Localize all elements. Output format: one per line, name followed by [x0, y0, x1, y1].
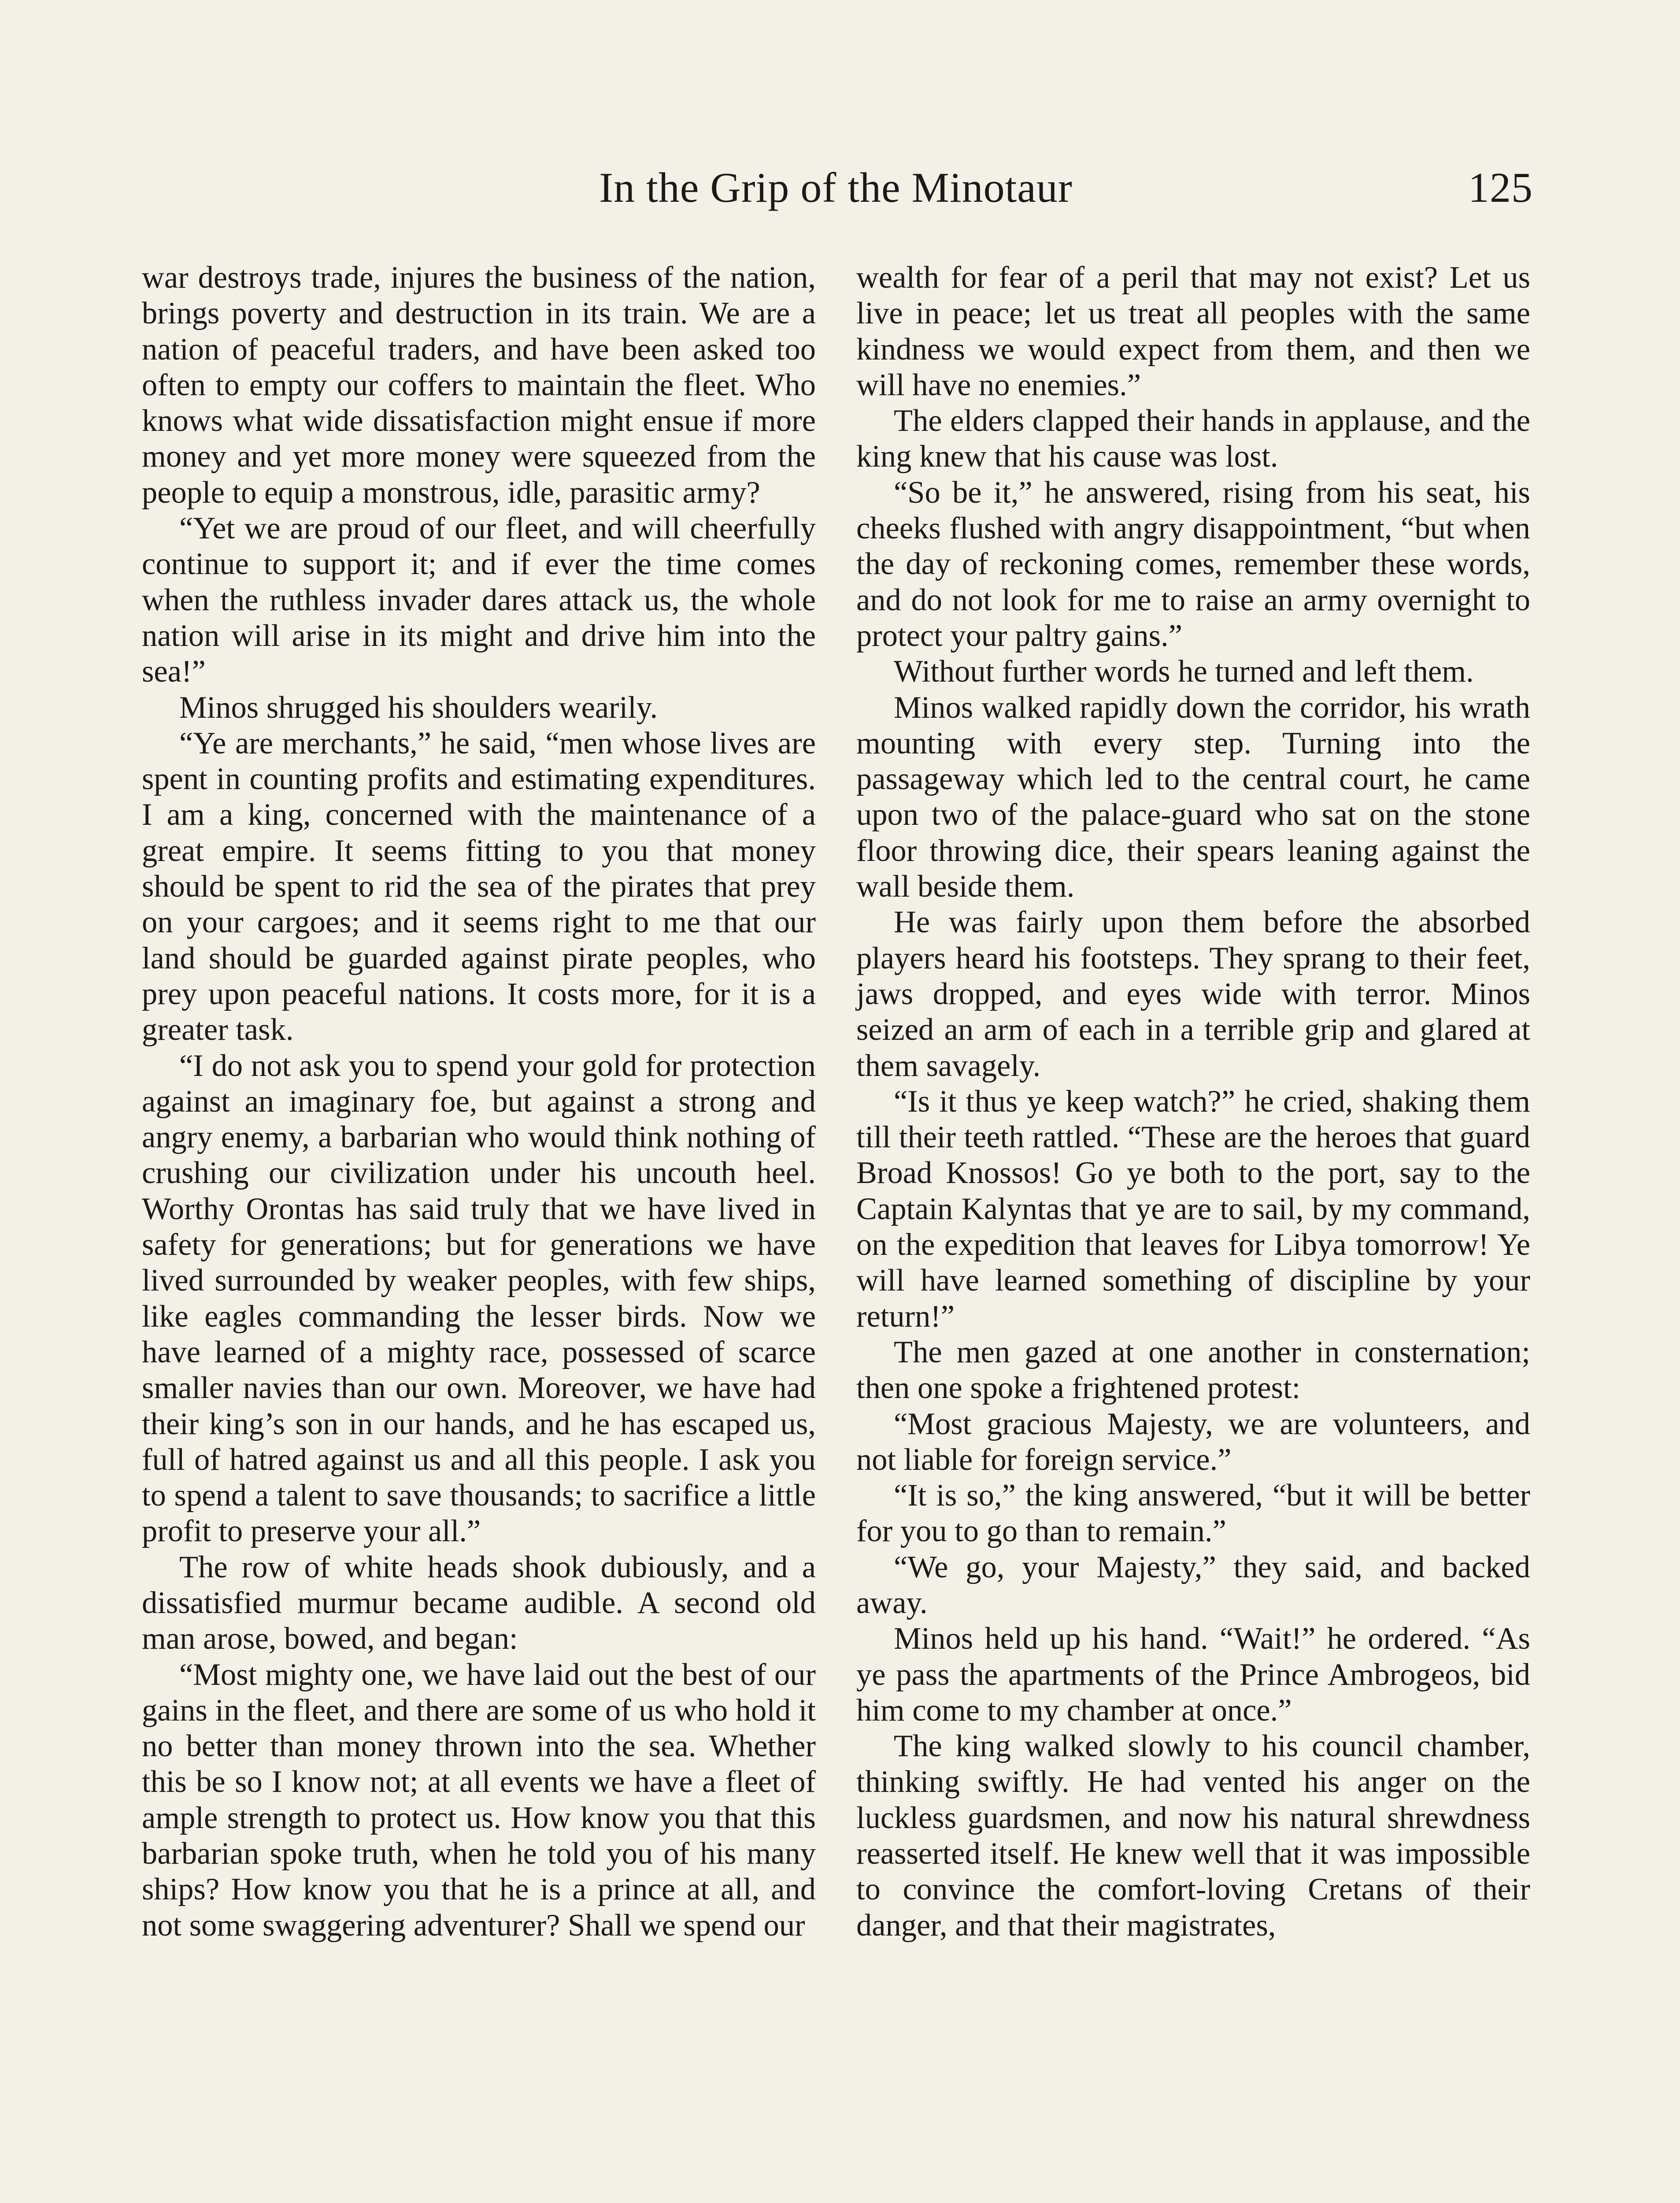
paragraph: wealth for fear of a peril that may not exist? Let us live in peace; let us treat all peoples with the same kindness we would expect from them, and then we will have no enemies.” — [856, 260, 1530, 402]
left-column — [142, 260, 816, 1943]
paragraph: Minos held up his hand. “Wait!” he ordered. “As ye pass the apartments of the Prince Ambrogeos, bid him come to my chamber at once.” — [856, 1621, 1530, 1728]
paragraph: “So be it,” he answered, rising from his seat, his cheeks flushed with angry disappointment, “but when the day of reckoning comes, remember these words, and do not look for me to raise an army overnight to protect your paltry gains.” — [856, 475, 1530, 653]
paragraph: Without further words he turned and left them. — [894, 654, 1474, 689]
paragraph: The king walked slowly to his council chamber, thinking swiftly. He had vented his anger on the luckless guardsmen, and now his natural shrewdness reasserted itself. He knew well that it was impossible to convince the comfort-loving Cretans of their danger, and that their magistrates, — [856, 1729, 1530, 1943]
paragraph: Minos shrugged his shoulders wearily. — [179, 690, 658, 725]
right-column — [856, 260, 1530, 1943]
paragraph: The row of white heads shook dubiously, and a dissatisfied murmur became audible. A second old man arose, bowed, and began: — [142, 1550, 816, 1656]
paragraph: “Ye are merchants,” he said, “men whose lives are spent in counting profits and estimating expenditures. I am a king, concerned with the maintenance of a great empire. It seems fitting to you that money should be spent to rid the sea of the pirates that prey on your cargoes; and it seems right to me that our land should be guarded against pirate peoples, who prey upon peaceful nations. It costs more, for it is a greater task. — [142, 726, 816, 1047]
paragraph: “Is it thus ye keep watch?” he cried, shaking them till their teeth rattled. “These are the heroes that guard Broad Knossos! Go ye both to the port, say to the Captain Kalyntas that ye are to sail, by my command, on the expedition that leaves for Libya tomorrow! Ye will have learned something of discipline by your return!” — [856, 1084, 1530, 1334]
running-head — [139, 163, 1533, 225]
paragraph: war destroys trade, injures the business of the nation, brings poverty and destruction in its train. We are a nation of peaceful traders, and have been asked too often to empty our coffers to maintain the fleet. Who knows what wide dissatisfaction might ensue if more money and yet more money were squeezed from the people to equip a monstrous, idle, parasitic army? — [142, 260, 816, 510]
paragraph: “Yet we are proud of our fleet, and will cheerfully continue to support it; and if ever the time comes when the ruthless invader dares attack us, the whole nation will arise in its might and drive him into the sea!” — [142, 511, 816, 689]
paragraph: “We go, your Majesty,” they said, and backed away. — [856, 1550, 1530, 1620]
paragraph: The men gazed at one another in consternation; then one spoke a frightened protest: — [856, 1335, 1530, 1406]
paragraph: Minos walked rapidly down the corridor, his wrath mounting with every step. Turning into the passageway which led to the central court, he came upon two of the palace-guard who sat on the stone floor throwing dice, their spears leaning against the wall beside them. — [856, 690, 1530, 904]
paragraph: The elders clapped their hands in applause, and the king knew that his cause was lost. — [856, 404, 1530, 474]
paragraph: “I do not ask you to spend your gold for protection against an imaginary foe, but against a strong and angry enemy, a barbarian who would think nothing of crushing our civilization under his uncouth heel. Worthy Orontas has said truly that we have lived in safety for generations; but for generations we have lived surrounded by weaker peoples, with few ships, like eagles commanding the lesser birds. Now we have learned of a mighty race, possessed of scarce smaller navies than our own. Moreover, we have had their king’s son in our hands, and he has escaped us, full of hatred against us and all this people. I ask you to spend a talent to save thousands; to sacrifice a little profit to preserve your all.” — [142, 1048, 816, 1549]
paragraph: “Most mighty one, we have laid out the best of our gains in the fleet, and there are some of us who hold it no better than money thrown into the sea. Whether this be so I know not; at all events we have a fleet of ample strength to protect us. How know you that this barbarian spoke truth, when he told you of his many ships? How know you that he is a prince at all, and not some swaggering adventurer? Shall we spend our — [142, 1657, 816, 1943]
paragraph: “It is so,” the king answered, “but it will be better for you to go than to remain.” — [856, 1478, 1530, 1549]
paragraph: “Most gracious Majesty, we are volunteers, and not liable for foreign service.” — [856, 1406, 1530, 1477]
page-number: 125 — [1468, 164, 1533, 211]
paragraph: He was fairly upon them before the absorbed players heard his footsteps. They sprang to their feet, jaws dropped, and eyes wide with terror. Minos seized an arm of each in a terrible grip and glared at them savagely. — [856, 905, 1530, 1083]
page-title: In the Grip of the Minotaur — [599, 164, 1073, 211]
